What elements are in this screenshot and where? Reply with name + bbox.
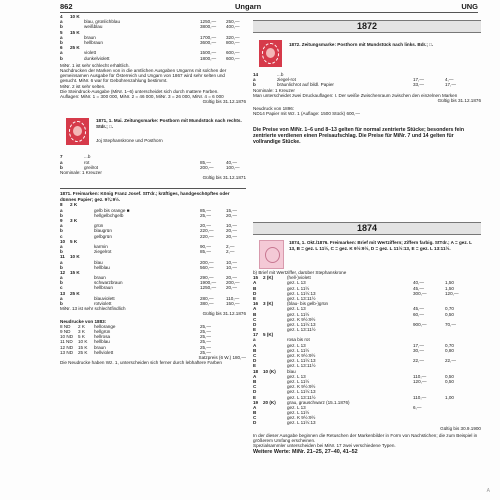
- row-cell: gez. L 11½: [287, 311, 310, 317]
- row-cell: 22,—: [413, 358, 424, 364]
- stamp-1871-image: [66, 118, 89, 145]
- row-cell: 25 K: [70, 290, 80, 296]
- row-cell: 1,50: [445, 280, 454, 286]
- issue-1874-title: 1874, 1. Okt./1876. Freimarken: Brief mit Wertziffern; Ziffern farbig. StTdr.; A = gez. L 13, B = gez. L 11½, C = gez. K 9½:9½, D = gez. L 11½:13, E = gez. L 13:11½.: [289, 240, 472, 251]
- row-cell: rotviolett: [94, 301, 112, 307]
- row-cell: 15 K: [70, 29, 80, 35]
- row-cell: a: [60, 243, 63, 249]
- row-cell: 10: [60, 238, 66, 244]
- row-cell: 20,—: [226, 285, 237, 291]
- row-cell: E: [253, 327, 257, 333]
- note-line: Nachdrucken der Marken von in die amtlichen Ausgaben Ungarns mit solchen der: [60, 67, 227, 73]
- nominal-note: Nominale: 1 Kreuzer: [60, 169, 102, 175]
- row-cell: a: [60, 295, 63, 301]
- issue-1872-list: [253, 72, 481, 88]
- row-cell: D: [253, 420, 257, 426]
- validity-1872: Gültig bis 31.12.1876: [437, 97, 481, 103]
- row-cell: E: [253, 394, 257, 400]
- note-line: gesucht. MiNr. 6 war für Gebührenzahlung bestimmt.: [60, 78, 168, 84]
- row-cell: 2,—: [226, 249, 235, 255]
- row-cell: 5 K: [78, 334, 85, 340]
- row-cell: blau: [287, 368, 296, 374]
- row-cell: grün: [94, 223, 104, 229]
- row-cell: ziegel-rot: [277, 77, 296, 83]
- issue-1871b-title: 1871. Freimarken: König Franz Josef. StTdr.; kräftiges, handgeschöpftes oder dünnes Papier; gez. 9¾:9½.: [60, 188, 246, 202]
- row-cell: blau: [94, 259, 103, 265]
- row-cell: 60,—: [413, 311, 424, 317]
- row-cell: 11: [60, 254, 65, 260]
- specialist-note: Spezialsammler unterscheiden bei MiNr. 17 zwei verschiedene Typen.: [253, 443, 396, 449]
- row-cell: 30,—: [413, 347, 424, 353]
- row-cell: A: [253, 280, 257, 286]
- issue-1871b-list: [60, 202, 246, 306]
- row-cell: b: [60, 55, 63, 61]
- row-cell: 20,—: [200, 223, 211, 229]
- row-cell: 200,—: [200, 164, 214, 170]
- row-cell: 40,—: [226, 159, 237, 165]
- row-cell: 2,—: [226, 243, 235, 249]
- row-cell: 70,—: [445, 321, 456, 327]
- row-cell: violett: [84, 50, 97, 56]
- row-cell: a: [253, 337, 256, 343]
- row-cell: 10,—: [226, 259, 237, 265]
- validity-1871: Gültig bis 31.12.1871: [202, 175, 246, 181]
- row-cell: 10,—: [226, 264, 237, 270]
- row-cell: 110,—: [413, 394, 427, 400]
- note-13: MiNr. 13 ist sehr schlechtfindlich: [60, 306, 126, 312]
- row-cell: 17,—: [413, 342, 424, 348]
- reprints-list: [60, 324, 246, 355]
- year-heading-1872: 1872: [253, 20, 481, 33]
- row-cell: 90,—: [200, 243, 211, 249]
- side-letter: A: [486, 488, 490, 494]
- row-cell: 14: [253, 72, 259, 77]
- text-1872: Man unterscheidet zwei Druckauflagen: I. Der weiße Zwischenraum zwischen den einzelnen Marken: [253, 92, 458, 98]
- set-price: Satzpreis (6 W.) 180,—: [198, 354, 246, 360]
- row-cell: 17,—: [445, 82, 456, 88]
- row-cell: 0,70: [445, 342, 454, 348]
- row-cell: E: [253, 295, 257, 301]
- nd14-row: ND14 Papier mit Wz. 1 (Auflage: 1500 Stück) 600,—: [253, 111, 360, 117]
- issue-1874-list: [253, 275, 481, 425]
- row-cell: 8 ND: [60, 323, 71, 329]
- row-cell: 0,70: [445, 306, 454, 312]
- row-cell: gez. L 13: [287, 306, 306, 312]
- row-cell: C: [253, 415, 257, 421]
- row-cell: hellgelbchgelb: [94, 212, 124, 218]
- row-cell: 22,—: [445, 358, 456, 364]
- row-cell: A: [253, 306, 257, 312]
- row-cell: gez. L 13: [287, 342, 306, 348]
- row-cell: a: [60, 207, 63, 213]
- row-cell: 200,—: [200, 259, 214, 265]
- row-cell: gez. L 13: [287, 280, 306, 286]
- row-cell: b: [60, 164, 63, 170]
- row-cell: blauviolett: [94, 295, 115, 301]
- row-cell: 4: [60, 14, 63, 19]
- row-cell: 15: [253, 275, 259, 281]
- row-cell: a: [60, 159, 63, 165]
- row-cell: 120,—: [413, 378, 427, 384]
- catalog-row: [253, 82, 481, 87]
- row-cell: dunkelviolett: [84, 55, 110, 61]
- row-cell: 400,—: [226, 24, 240, 30]
- catalog-row: [60, 165, 246, 170]
- row-cell: hellblau: [94, 339, 110, 345]
- row-cell: 1,50: [445, 285, 454, 291]
- reprint-1896: Neudruck von 1896:: [253, 106, 295, 112]
- row-cell: B: [253, 347, 257, 353]
- row-cell: greilrot: [84, 164, 99, 170]
- note-line: Auflagen: MiNr. 1 = 300 000, MiNr. 2 = 46 000, MiNr. 3 = 26 000, MiNr. 4 = 6 000: [60, 93, 224, 99]
- row-cell: 5 (K): [263, 332, 274, 338]
- row-cell: 25,—: [200, 344, 211, 350]
- row-cell: A: [253, 342, 257, 348]
- row-cell: 4,—: [445, 77, 454, 83]
- row-cell: 800,—: [226, 39, 240, 45]
- row-cell: karmin: [94, 243, 108, 249]
- row-cell: 25 K: [78, 349, 88, 355]
- row-cell: 150,—: [226, 301, 240, 307]
- row-cell: 3 (K): [263, 301, 274, 307]
- reprint-row: [60, 350, 246, 355]
- row-cell: gez. K 9½:9½: [287, 415, 316, 421]
- row-cell: 13: [60, 290, 66, 296]
- row-cell: 1250,—: [200, 19, 217, 25]
- row-cell: 15 K: [70, 269, 80, 275]
- row-cell: bräunlichrot auf bildl. Papier: [277, 82, 334, 88]
- row-cell: 0,50: [445, 373, 454, 379]
- row-cell: gelb bis orange ■: [94, 207, 130, 213]
- row-cell: b: [60, 280, 63, 286]
- year-heading-1874: 1874: [253, 222, 481, 235]
- row-cell: 19: [253, 399, 259, 405]
- row-cell: c: [60, 285, 63, 291]
- row-cell: 45,—: [413, 306, 424, 312]
- row-cell: gez. L 11½:13: [287, 321, 316, 327]
- row-cell: gez. L 11½:13: [287, 420, 316, 426]
- row-cell: gez. L 13:11½: [287, 295, 316, 301]
- row-cell: 0,50: [445, 378, 454, 384]
- row-cell: D: [253, 290, 257, 296]
- row-cell: b: [60, 24, 63, 30]
- stamp-1872-image: [259, 40, 282, 67]
- row-cell: A: [253, 404, 257, 410]
- row-cell: hellorange: [94, 323, 116, 329]
- row-cell: D: [253, 358, 257, 364]
- row-cell: 45,—: [413, 285, 424, 291]
- row-cell: rot: [84, 159, 90, 165]
- row-cell: ...b: [277, 72, 284, 77]
- row-cell: a: [253, 77, 256, 83]
- row-cell: 900,—: [413, 321, 427, 327]
- row-cell: 3600,—: [200, 39, 217, 45]
- row-cell: 10,—: [226, 223, 237, 229]
- page-header: [60, 0, 478, 13]
- row-cell: schwarzbraun: [94, 280, 123, 286]
- row-cell: a: [60, 275, 63, 281]
- row-cell: b: [60, 301, 63, 307]
- row-cell: 1250,—: [200, 285, 217, 291]
- row-cell: gez. L 13:11½: [287, 363, 316, 369]
- row-cell: b: [60, 228, 63, 234]
- row-cell: 2 K: [70, 202, 78, 208]
- row-cell: gez. L 11½: [287, 285, 310, 291]
- row-cell: 100,—: [226, 164, 240, 170]
- row-cell: a: [60, 223, 63, 229]
- row-cell: rosa bis rot: [287, 337, 310, 343]
- row-cell: gez. K 9½:9½: [287, 384, 316, 390]
- row-cell: D: [253, 321, 257, 327]
- row-cell: 25,—: [200, 334, 211, 340]
- row-cell: b: [60, 212, 63, 218]
- row-cell: 220,—: [200, 233, 214, 239]
- row-cell: hellrosa: [94, 334, 111, 340]
- left-column: [60, 14, 246, 365]
- row-cell: c: [60, 233, 63, 239]
- row-cell: 25,—: [200, 349, 211, 355]
- row-cell: gez. K 9½:9½: [287, 353, 316, 359]
- issue-1872-title: 1872. Zeitungsmarke: Posthorn mit Mundstück nach links. Bdr.; □.: [289, 42, 434, 47]
- row-cell: 15 K: [78, 344, 88, 350]
- row-cell: weißblau: [84, 24, 103, 30]
- row-cell: gez. L 13: [287, 373, 306, 379]
- row-cell: 15,—: [226, 207, 237, 213]
- row-cell: b: [60, 264, 63, 270]
- reprint-note: Die Neudrucke haben Wz. 1, unterscheiden sich ferner durch lebhaftere Farben: [60, 360, 222, 366]
- row-cell: 17,—: [413, 77, 424, 83]
- row-cell: 20 (K): [263, 399, 276, 405]
- row-cell: 16: [253, 301, 259, 307]
- row-cell: 3 K: [70, 218, 78, 224]
- issue-1871-sub: Joj Stephanskrone und Posthorn: [96, 138, 163, 144]
- row-cell: 6: [60, 45, 63, 51]
- row-cell: 11 ND: [60, 339, 73, 345]
- issue-1874-sub: b) Brief mit Wertziffer, darüber Stephanskrone: [253, 270, 347, 275]
- row-cell: C: [253, 353, 257, 359]
- row-cell: 10 K: [70, 254, 80, 260]
- row-cell: 0,50: [445, 311, 454, 317]
- row-cell: 20,—: [226, 233, 237, 239]
- row-cell: 1,00: [445, 394, 454, 400]
- row-cell: 110,—: [226, 295, 240, 301]
- row-cell: 2 K: [78, 323, 85, 329]
- row-cell: 20,—: [226, 212, 237, 218]
- row-cell: 6,—: [413, 404, 422, 410]
- row-cell: B: [253, 311, 257, 317]
- note-line: Die Steindruck-Ausgabe (MiNr. 1–6) unterscheidet sich durch mattere Farben.: [60, 88, 219, 94]
- row-cell: 9: [60, 218, 63, 224]
- row-cell: braun: [84, 34, 96, 40]
- row-cell: ...b: [84, 154, 91, 160]
- row-cell: 250,—: [226, 19, 240, 25]
- row-cell: hellbraun: [94, 285, 113, 291]
- row-cell: 10 K: [78, 339, 88, 345]
- row-cell: 1700,—: [200, 34, 217, 40]
- row-cell: b: [60, 249, 63, 255]
- row-cell: 5: [60, 29, 63, 35]
- row-cell: hellbraun: [84, 39, 103, 45]
- row-cell: 9 ND: [60, 329, 71, 335]
- retouch-note: In der dieser Ausgabe beginnen die Retuschen der Markenbilder in Form von Nachstichen; die zum Beispiel in größerem Umfang erscheinen.: [253, 432, 478, 444]
- row-cell: hellgrün: [94, 329, 111, 335]
- row-cell: B: [253, 285, 257, 291]
- row-cell: hellviolett: [94, 349, 114, 355]
- row-cell: b: [60, 39, 63, 45]
- row-cell: gez. L 11½:13: [287, 358, 316, 364]
- row-cell: gez. L 11½: [287, 378, 310, 384]
- row-cell: 85,—: [200, 159, 211, 165]
- nominal-1872: Nominale: 1 Kreuzer: [253, 87, 295, 93]
- row-cell: blaugrün: [94, 228, 112, 234]
- row-cell: 18: [253, 368, 259, 374]
- row-cell: D: [253, 389, 257, 395]
- row-cell: 25 K: [70, 45, 80, 51]
- row-cell: 12: [60, 269, 66, 275]
- row-cell: gez. L 13:11½: [287, 327, 316, 333]
- row-cell: 1800,—: [200, 55, 217, 61]
- stamp-1874-image: [259, 240, 284, 269]
- row-cell: 40,—: [413, 280, 424, 286]
- row-cell: braun: [94, 344, 106, 350]
- price-note: Die Preise von MiNr. 1–6 und 8–13 gelten für normal zentrierte Stücke; besonders fein zentrierte verdienen einen Preisaufschlag. Die Preise für MiNr. 7 und 14 gelten für vollrandige Stücke.: [253, 126, 465, 145]
- row-cell: 120,—: [445, 290, 459, 296]
- top-listing: [60, 14, 246, 61]
- row-cell: ziegelrot: [94, 249, 112, 255]
- right-column-1874: [253, 236, 481, 456]
- row-cell: gez. K 9½:9½: [287, 316, 316, 322]
- row-cell: 110,—: [413, 373, 427, 379]
- row-cell: 10 (K): [263, 368, 276, 374]
- row-cell: (hell-)violett: [287, 275, 311, 281]
- row-cell: 380,—: [200, 301, 214, 307]
- row-cell: 10 K: [70, 14, 80, 19]
- row-cell: 85,—: [200, 207, 211, 213]
- row-cell: E: [253, 363, 257, 369]
- row-cell: gez. L 13:11½: [287, 394, 316, 400]
- row-cell: C: [253, 384, 257, 390]
- row-cell: hellblau: [94, 264, 110, 270]
- row-cell: 2 (K): [263, 275, 274, 281]
- reprints-heading: Neudrucke von 1883:: [60, 318, 107, 324]
- validity-1871b: Gültig bis 31.12.1876: [202, 311, 246, 317]
- row-cell: a: [60, 259, 63, 265]
- row-cell: braun: [94, 275, 106, 281]
- row-cell: B: [253, 378, 257, 384]
- row-cell: gez. L 11½:13: [287, 389, 316, 395]
- row-cell: 85,—: [200, 249, 211, 255]
- notes: [60, 63, 246, 105]
- row-cell: 33,—: [413, 82, 424, 88]
- row-cell: 0,80: [445, 347, 454, 353]
- row-cell: 3800,—: [200, 24, 217, 30]
- row-cell: (blau- bis gelb-)grün: [287, 301, 329, 307]
- row-cell: 25,—: [200, 329, 211, 335]
- row-cell: C: [253, 316, 257, 322]
- row-cell: 7: [60, 154, 63, 160]
- row-cell: 10 ND: [60, 334, 74, 340]
- row-cell: 1500,—: [200, 50, 217, 56]
- row-cell: 1900,—: [200, 280, 217, 286]
- row-cell: 3 K: [78, 329, 85, 335]
- country-code: UNG: [461, 2, 478, 11]
- row-cell: gez. L 11½:13: [287, 290, 316, 296]
- note-line: gemeinsamen Ausgabe für Österreich und Ungarn von 1867 wird sehr selten und: [60, 73, 225, 79]
- note-line: MiNr. 1 ist sehr schlecht erhältlich.: [60, 62, 130, 68]
- row-cell: 8: [60, 202, 63, 208]
- row-cell: 290,—: [200, 275, 214, 281]
- row-cell: 17: [253, 332, 259, 338]
- row-cell: 600,—: [226, 50, 240, 56]
- row-cell: a: [60, 19, 63, 25]
- row-cell: 12 ND: [60, 344, 74, 350]
- row-cell: gez. L 11½: [287, 347, 310, 353]
- row-cell: 560,—: [200, 264, 214, 270]
- catalog-row: [253, 420, 481, 425]
- row-cell: 300,—: [413, 290, 427, 296]
- row-cell: 13 ND: [60, 349, 74, 355]
- row-cell: 20,—: [226, 228, 237, 234]
- catalog-row: [60, 301, 246, 306]
- row-cell: 280,—: [200, 295, 214, 301]
- note-line: Gültig bis 31.12.1876: [202, 99, 246, 105]
- row-cell: 320,—: [226, 34, 240, 40]
- row-cell: b: [253, 82, 256, 88]
- issue-1871-title: 1871, 1. Mai. Zeitungsmarke: Postborn mit Mundstück nach rechts. Stdr.; □.: [96, 118, 242, 129]
- row-cell: gez. L 13: [287, 404, 306, 410]
- row-cell: a: [60, 34, 63, 40]
- issue-1871-list: [60, 154, 246, 170]
- row-cell: 200,—: [226, 280, 240, 286]
- row-cell: B: [253, 410, 257, 416]
- row-cell: A: [253, 373, 257, 379]
- page-number: 862: [60, 2, 73, 11]
- row-cell: 600,—: [226, 55, 240, 61]
- row-cell: 20,—: [226, 275, 237, 281]
- row-cell: blau, grünlichblau: [84, 19, 121, 25]
- catalog-row: [60, 56, 246, 61]
- validity-1874: Gültig bis 30.9.1900: [440, 425, 481, 431]
- row-cell: 25,—: [200, 212, 211, 218]
- row-cell: 25,—: [200, 339, 211, 345]
- note-line: MiNr. 2 ist sehr selten.: [60, 83, 106, 89]
- row-cell: 5 K: [70, 238, 78, 244]
- row-cell: 220,—: [200, 228, 214, 234]
- right-column-1872: [253, 34, 481, 145]
- row-cell: gez. L 11½: [287, 410, 310, 416]
- row-cell: 25,—: [200, 323, 211, 329]
- more-values: Weitere Werte: MiNr. 21–25, 27–40, 41–52: [253, 449, 358, 456]
- row-cell: a: [60, 50, 63, 56]
- row-cell: grau, grauschwarz (15.1.1876): [287, 399, 350, 405]
- page-title: Ungarn: [235, 2, 262, 11]
- row-cell: gelbgrün: [94, 233, 112, 239]
